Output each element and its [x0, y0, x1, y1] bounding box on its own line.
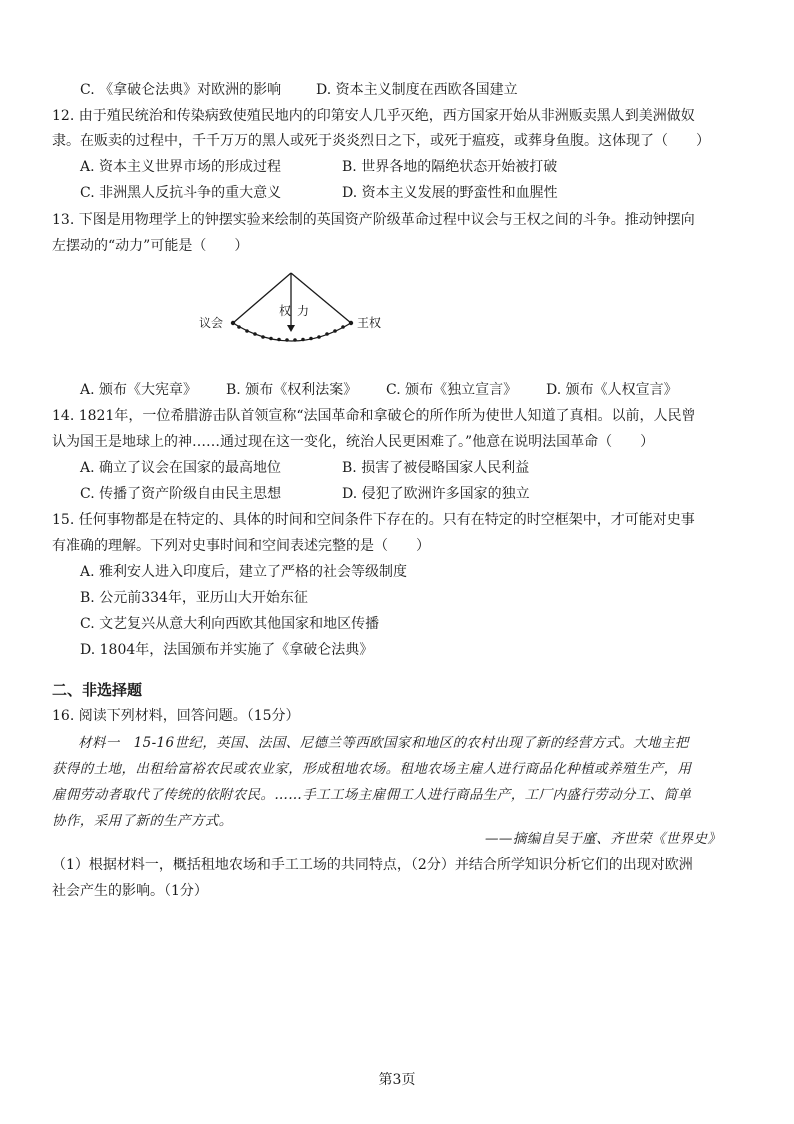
- q15-option-b: B. 公元前334年，亚历山大开始东征: [80, 590, 308, 606]
- q12-options-row-2: [80, 183, 558, 203]
- q14-stem-line-2: 认为国王是地球上的神……通过现在这一变化，统治人民更困难了。”他意在说明法国革命（ ）: [52, 434, 655, 450]
- q12-option-a: A. 资本主义世界市场的形成过程: [80, 159, 282, 175]
- q12-option-b: B. 世界各地的隔绝状态开始被打破: [342, 159, 558, 175]
- material-1-line-2: 获得的土地，出租给富裕农民或农业家，形成租地农场。租地农场主雇人进行商品化种植或养殖生产，用: [52, 761, 692, 777]
- q14-stem-line-1: 14. 1821年，一位希腊游击队首领宣称“法国革命和拿破仑的所作所为使世人知道了真相。以前，人民曾: [52, 408, 696, 424]
- section-2-title: 二、非选择题: [52, 681, 143, 699]
- q15-option-d: D. 1804年，法国颁布并实施了《拿破仑法典》: [80, 642, 374, 658]
- q11-option-d: D. 资本主义制度在西欧各国建立: [316, 82, 518, 98]
- material-1-line-4: 协作，采用了新的生产方式。: [52, 813, 233, 829]
- diagram-left-label: 议会: [199, 316, 224, 330]
- q14-option-c: C. 传播了资产阶级自由民主思想: [80, 486, 282, 502]
- pendulum-down-arrow-icon: [287, 325, 295, 332]
- q14-option-a: A. 确立了议会在国家的最高地位: [80, 460, 282, 476]
- q13-stem-line-1: 13. 下图是用物理学上的钟摆实验来绘制的英国资产阶级革命过程中议会与王权之间的斗争。推动钟摆向: [52, 212, 695, 228]
- q12-stem-line-1: 12. 由于殖民统治和传染病致使殖民地内的印第安人几乎灭绝，西方国家开始从非洲贩卖黑人到美洲做奴: [52, 108, 695, 124]
- q14-option-b: B. 损害了被侵略国家人民利益: [342, 460, 530, 476]
- q15-option-c: C. 文艺复兴从意大利向西欧其他国家和地区传播: [80, 616, 380, 632]
- q13-options-row: [80, 380, 678, 400]
- q11-option-c: C. 《拿破仑法典》对欧洲的影响: [80, 82, 282, 98]
- q11-options-row: [80, 80, 518, 100]
- q14-option-d: D. 侵犯了欧洲许多国家的独立: [342, 486, 530, 502]
- material-1-line-1: 材料一 15-16世纪，英国、法国、尼德兰等西欧国家和地区的农村出现了新的经营方式。大地主把: [78, 735, 689, 751]
- material-1-line-3: 雇佣劳动者取代了传统的依附农民。……手工工场主雇佣工人进行商品生产，工厂内盛行劳动分工、简单: [52, 787, 692, 803]
- q12-option-c: C. 非洲黑人反抗斗争的重大意义: [80, 185, 282, 201]
- q16-sub1-line-1: （1）根据材料一，概括租地农场和手工工场的共同特点，（2分）并结合所学知识分析它们的出现对欧洲: [52, 857, 693, 873]
- diagram-right-label: 王权: [357, 316, 382, 330]
- q16-stem: 16. 阅读下列材料，回答问题。（15分）: [52, 708, 300, 724]
- q12-stem-line-2: 隶。在贩卖的过程中，千千万万的黑人或死于炎炎烈日之下，或死于瘟疫，或葬身鱼腹。这体现了（ ）: [52, 133, 710, 149]
- q15-stem-line-1: 15. 任何事物都是在特定的、具体的时间和空间条件下存在的。只有在特定的时空框架中，才可能对史事: [52, 512, 695, 528]
- pendulum-diagram: [195, 265, 395, 355]
- q14-options-row-1: [80, 458, 529, 478]
- diagram-center-label: 权力: [279, 304, 316, 318]
- q15-stem-line-2: 有准确的理解。下列对史事时间和空间表述完整的是（ ）: [52, 538, 430, 554]
- pendulum-left-end: [231, 321, 235, 325]
- q13-option-a: A. 颁布《大宪章》: [80, 382, 198, 398]
- q13-stem-line-2: 左摆动的“动力”可能是（ ）: [52, 238, 249, 254]
- q12-options-row-1: [80, 157, 557, 177]
- q14-options-row-2: [80, 484, 530, 504]
- q13-option-d: D. 颁布《人权宣言》: [546, 382, 678, 398]
- q12-option-d: D. 资本主义发展的野蛮性和血腥性: [342, 185, 558, 201]
- q13-option-b: B. 颁布《权利法案》: [226, 382, 358, 398]
- page-number: 第3页: [378, 1072, 416, 1088]
- material-1-source: ——摘编自吴于廑、齐世荣《世界史》: [485, 831, 722, 847]
- pendulum-right-end: [349, 321, 353, 325]
- q15-option-a: A. 雅利安人进入印度后，建立了严格的社会等级制度: [80, 564, 408, 580]
- q16-sub1-line-2: 社会产生的影响。（1分）: [52, 883, 208, 899]
- q13-option-c: C. 颁布《独立宣言》: [386, 382, 518, 398]
